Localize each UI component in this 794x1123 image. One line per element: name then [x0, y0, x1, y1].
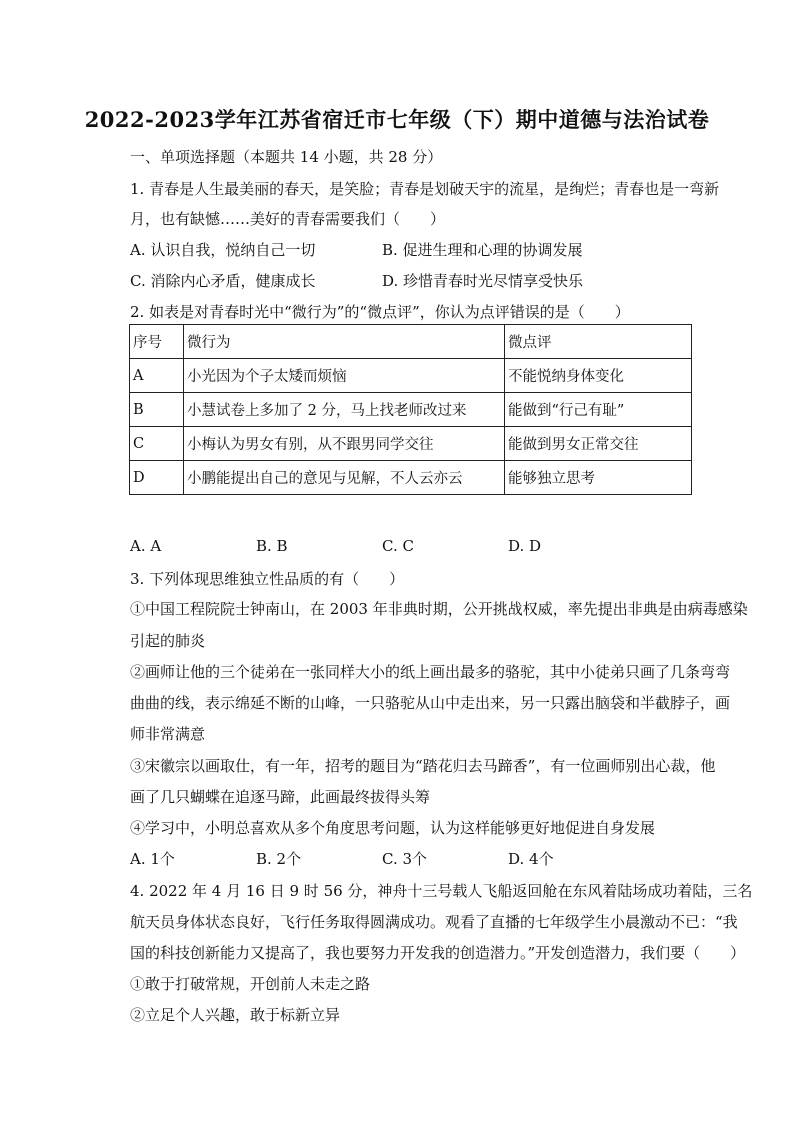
- table-cell: 小梅认为男女有别，从不跟男同学交往: [184, 427, 505, 461]
- q4-stem-line: 国的科技创新能力又提高了，我也要努力开发我的创造潜力。”开发创造潜力，我们要（ ）: [130, 944, 746, 962]
- table-header-cell: 序号: [130, 325, 184, 359]
- q3-item-line: ①中国工程院院士钟南山，在 2003 年非典时期，公开挑战权威，率先提出非典是由病毒感染: [130, 600, 748, 618]
- q3-item-line: 画了几只蝴蝶在追逐马蹄，此画最终拔得头筹: [130, 788, 431, 806]
- table-row: [130, 461, 692, 495]
- table-cell: 小光因为个子太矮而烦恼: [184, 359, 505, 393]
- q3-item-line: ②画师让他的三个徒弟在一张同样大小的纸上画出最多的骆驼，其中小徒弟只画了几条弯弯: [130, 663, 731, 681]
- q1-option-a: A. 认识自我，悦纳自己一切: [130, 241, 316, 259]
- table-row: [130, 359, 692, 393]
- table-cell: 能够独立思考: [505, 461, 692, 495]
- table-cell: 小鹏能提出自己的意见与见解，不人云亦云: [184, 461, 505, 495]
- q2-stem: 2. 如表是对青春时光中“微行为”的“微点评”，你认为点评错误的是（ ）: [130, 303, 630, 321]
- q3-item-line: 师非常满意: [130, 725, 206, 743]
- table-header-cell: 微行为: [184, 325, 505, 359]
- page-title: 2022-2023学年江苏省宿迁市七年级（下）期中道德与法治试卷: [84, 107, 710, 132]
- q2-table: [129, 324, 692, 495]
- table-header-cell: 微点评: [505, 325, 692, 359]
- q2-option-c: C. C: [382, 537, 414, 555]
- q3-item-line: 曲曲的线，表示绵延不断的山峰，一只骆驼从山中走出来，另一只露出脑袋和半截脖子，画: [130, 694, 731, 712]
- q3-option-c: C. 3个: [382, 850, 428, 868]
- q1-option-d: D. 珍惜青春时光尽情享受快乐: [382, 272, 584, 290]
- table-header-row: [130, 325, 692, 359]
- q2-option-d: D. D: [508, 537, 542, 555]
- q4-item-line: ②立足个人兴趣，敢于标新立异: [130, 1006, 341, 1024]
- table-cell: 能做到“行己有耻”: [505, 393, 692, 427]
- q3-item-line: ④学习中，小明总喜欢从多个角度思考问题，认为这样能够更好地促进自身发展: [130, 819, 656, 837]
- table-cell: 不能悦纳身体变化: [505, 359, 692, 393]
- q3-item-line: 引起的肺炎: [130, 632, 206, 650]
- q3-option-d: D. 4个: [508, 850, 554, 868]
- q2-option-a: A. A: [130, 537, 162, 555]
- q4-stem-line: 4. 2022 年 4 月 16 日 9 时 56 分，神舟十三号载人飞船返回舱在东风着陆场成功着陆，三名: [130, 882, 753, 900]
- q3-option-a: A. 1个: [130, 850, 175, 868]
- section-heading: 一、单项选择题（本题共 14 小题，共 28 分）: [130, 148, 443, 166]
- q1-option-c: C. 消除内心矛盾，健康成长: [130, 272, 316, 290]
- q3-option-b: B. 2个: [256, 850, 302, 868]
- table-cell: D: [130, 461, 184, 495]
- table-cell: A: [130, 359, 184, 393]
- table-cell: 能做到男女正常交往: [505, 427, 692, 461]
- q1-stem-line1: 1. 青春是人生最美丽的春天，是笑脸；青春是划破天宇的流星，是绚烂；青春也是一弯新: [130, 180, 720, 198]
- q2-option-b: B. B: [256, 537, 288, 555]
- table-row: [130, 427, 692, 461]
- q4-stem-line: 航天员身体状态良好，飞行任务取得圆满成功。观看了直播的七年级学生小晨激动不已：“我: [130, 913, 738, 931]
- table-cell: B: [130, 393, 184, 427]
- table-row: [130, 393, 692, 427]
- q3-stem: 3. 下列体现思维独立性品质的有（ ）: [130, 570, 405, 588]
- q1-stem-line2: 月，也有缺憾……美好的青春需要我们（ ）: [130, 210, 446, 228]
- q1-option-b: B. 促进生理和心理的协调发展: [382, 241, 583, 259]
- q3-item-line: ③宋徽宗以画取仕，有一年，招考的题目为“踏花归去马蹄香”，有一位画师别出心裁，他: [130, 757, 716, 775]
- table-cell: 小慧试卷上多加了 2 分，马上找老师改过来: [184, 393, 505, 427]
- table-cell: C: [130, 427, 184, 461]
- q4-item-line: ①敢于打破常规，开创前人未走之路: [130, 975, 371, 993]
